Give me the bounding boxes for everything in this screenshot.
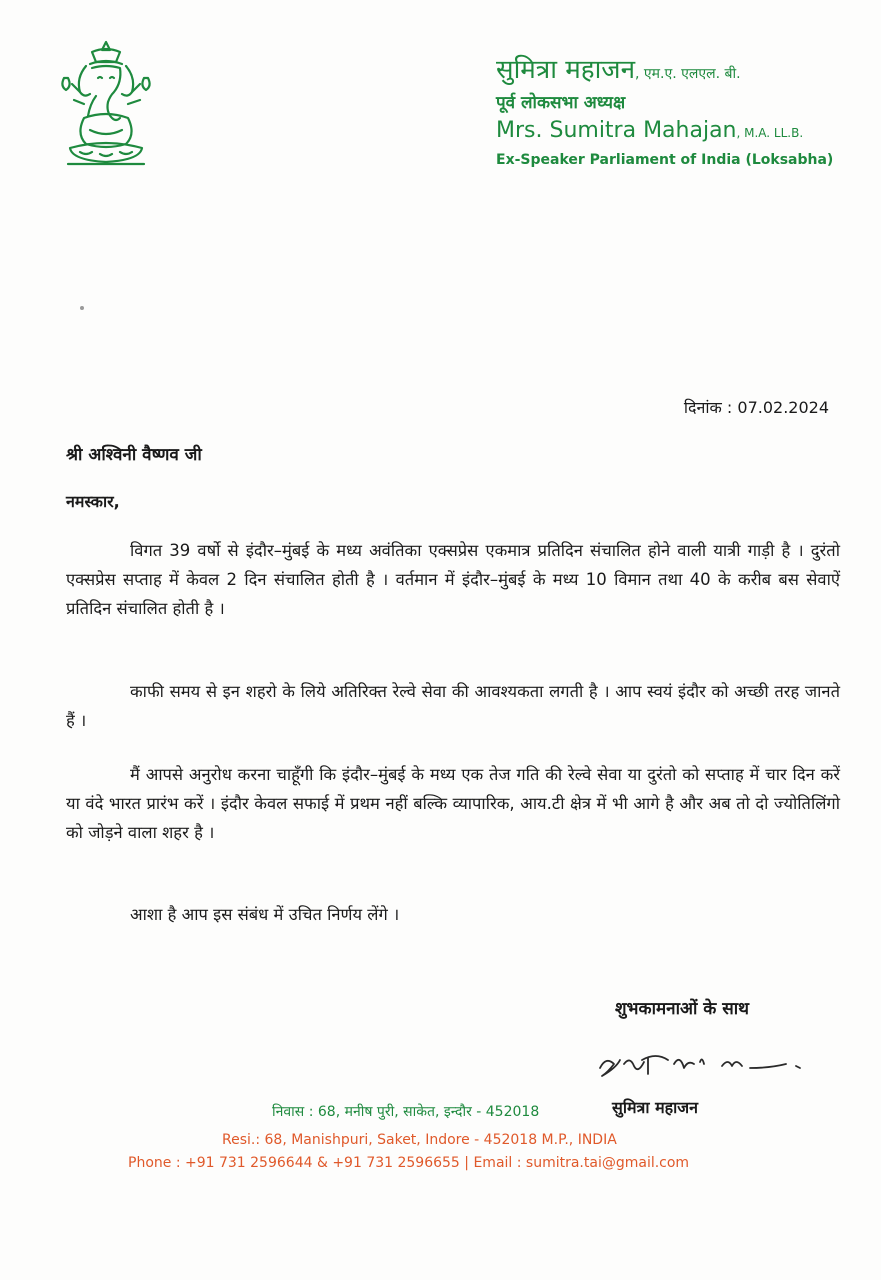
- signatory-name: सुमित्रा महाजन: [612, 1098, 699, 1117]
- footer-address-english: Resi.: 68, Manishpuri, Saket, Indore - 452018 M.P., INDIA: [222, 1132, 617, 1148]
- letterhead-name-hindi: सुमित्रा महाजन, एम.ए. एलएल. बी.: [496, 55, 741, 85]
- handwritten-signature-icon: [590, 1038, 810, 1086]
- letterhead-degree-hindi: , एम.ए. एलएल. बी.: [635, 66, 741, 82]
- ganesha-logo-icon: [50, 38, 162, 172]
- letterhead-degree-english: , M.A. LL.B.: [736, 126, 804, 140]
- letterhead-name-english: Mrs. Sumitra Mahajan, M.A. LL.B.: [496, 118, 804, 143]
- footer-contact: Phone : +91 731 2596644 & +91 731 2596655 | Email : sumitra.tai@gmail.com: [128, 1155, 690, 1171]
- paper-speck: [80, 306, 84, 310]
- body-paragraph-2: काफी समय से इन शहरो के लिये अतिरिक्त रेल्वे सेवा की आवश्यकता लगती है । आप स्वयं इंदौर को अच्छी तरह जानते हैं ।: [66, 682, 840, 730]
- body-paragraph-1: विगत 39 वर्षो से इंदौर–मुंबई के मध्य अवंतिका एक्सप्रेस एकमात्र प्रतिदिन संचालित होने वाली यात्री गाड़ी है । दुरंतो एक्सप्रेस सप्ताह में केवल 2 दिन संचालित होती है । वर्तमान में इंदौर–मुंबई के मध्य 10 विमान तथा 40 के करीब बस सेवाऐं प्रतिदिन संचालित होती है ।: [66, 541, 840, 618]
- letterhead-title-hindi: पूर्व लोकसभा अध्यक्ष: [496, 93, 626, 113]
- closing-line: शुभकामनाओं के साथ: [615, 999, 749, 1019]
- addressee: श्री अश्विनी वैष्णव जी: [66, 445, 202, 465]
- letterhead-title-english: Ex-Speaker Parliament of India (Loksabha): [496, 152, 834, 168]
- letter-date: दिनांक : 07.02.2024: [683, 398, 829, 417]
- greeting: नमस्कार,: [66, 492, 120, 511]
- body-paragraph-4: आशा है आप इस संबंध में उचित निर्णय लेंगे ।: [130, 905, 400, 924]
- footer-address-hindi: निवास : 68, मनीष पुरी, साकेत, इन्दौर - 452018: [272, 1104, 540, 1120]
- body-paragraph-3: मैं आपसे अनुरोध करना चाहूँगी कि इंदौर–मुंबई के मध्य एक तेज गति की रेल्वे सेवा या दुरंतो को सप्ताह में चार दिन करें या वंदे भारत प्रारंभ करें । इंदौर केवल सफाई में प्रथम नहीं बल्कि व्यापारिक, आय.टी क्षेत्र में भी आगे है और अब तो दो ज्योतिलिंगो को जोड़ने वाला शहर है ।: [66, 765, 840, 842]
